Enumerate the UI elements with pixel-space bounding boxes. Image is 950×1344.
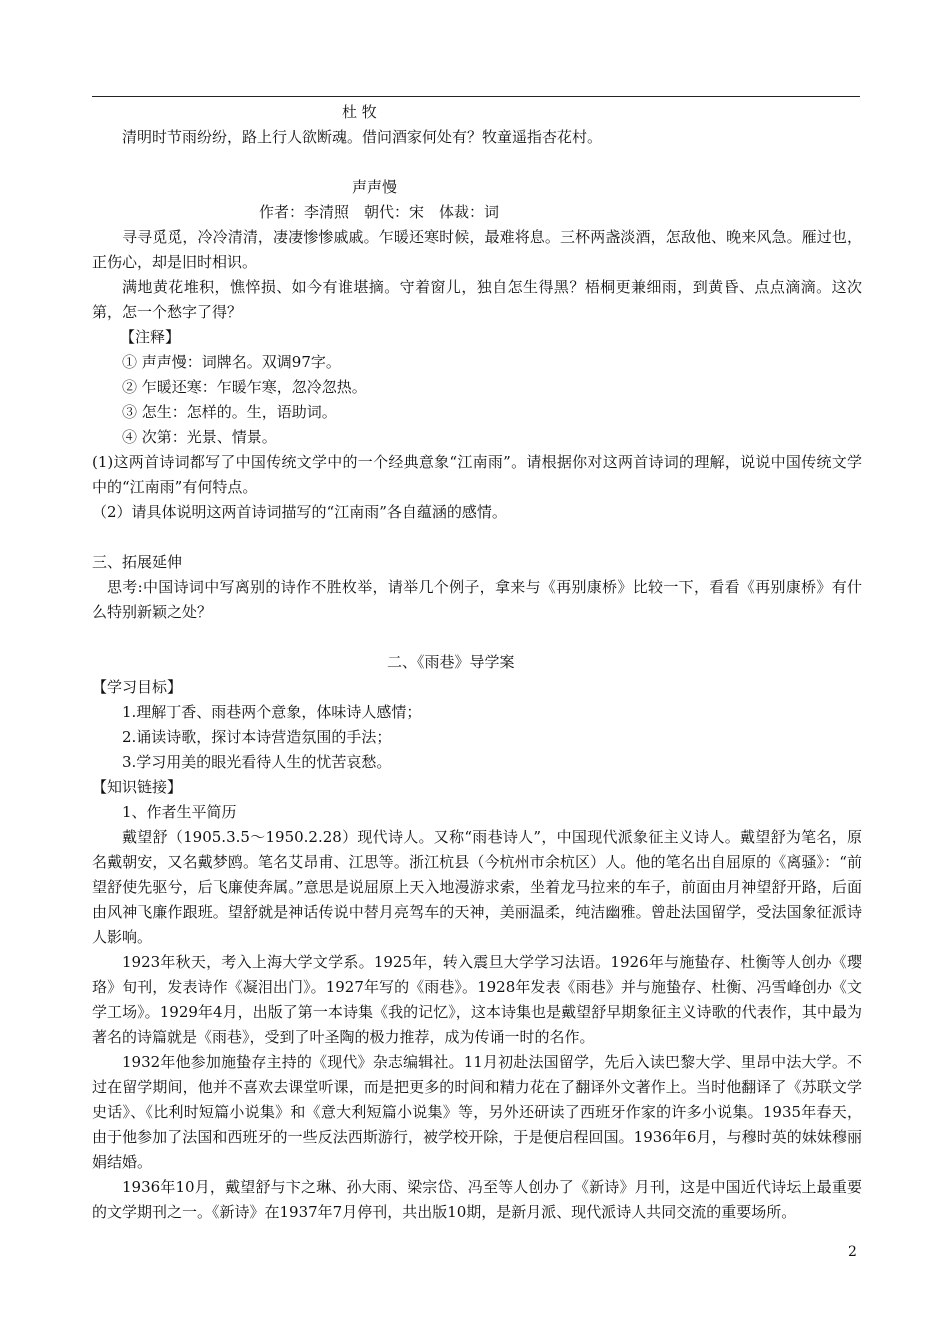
goal-item: 2.诵读诗歌，探讨本诗营造氛围的手法； xyxy=(122,728,392,746)
note-item: ④ 次第：光景、情景。 xyxy=(122,428,277,446)
links-heading: 【知识链接】 xyxy=(92,778,183,796)
bio-heading: 1、作者生平简历 xyxy=(122,803,237,821)
header-rule xyxy=(92,96,860,97)
poem2-para2: 满地黄花堆积，憔悴损、如今有谁堪摘。守着窗儿，独自怎生得黑？梧桐更兼细雨，到黄昏、点点滴滴。这次第，怎一个愁字了得？ xyxy=(92,278,862,321)
notes-heading: 【注释】 xyxy=(120,328,181,346)
poem2-title: 声声慢 xyxy=(352,178,398,196)
bio-paragraph: 戴望舒（1905.3.5～1950.2.28）现代诗人。又称“雨巷诗人”，中国现代派象征主义诗人。戴望舒为笔名，原名戴朝安，又名戴梦鸥。笔名艾昂甫、江思等。浙江杭县（今杭州市余杭区）人。他的笔名出自屈原的《离骚》：“前望舒使先驱兮，后飞廉使奔属。”意思是说屈原上天入地漫游求索，坐着龙马拉来的车子，前面由月神望舒开路，后面由风神飞廉作跟班。望舒就是神话传说中替月亮驾车的天神，美丽温柔，纯洁幽雅。曾赴法国留学，受法国象征派诗人影响。 xyxy=(92,828,862,946)
page-number: 2 xyxy=(848,1244,857,1260)
note-item: ② 乍暖还寒：乍暖乍寒，忽冷忽热。 xyxy=(122,378,367,396)
section3-text: 思考:中国诗词中写离别的诗作不胜枚举，请举几个例子，拿来与《再别康桥》比较一下，看看《再别康桥》有什么特别新颖之处？ xyxy=(92,578,862,621)
note-item: ③ 怎生：怎样的。生，语助词。 xyxy=(122,403,337,421)
note-item: ① 声声慢：词牌名。双调97字。 xyxy=(122,353,341,371)
poem2-para1: 寻寻觅觅，冷冷清清，凄凄惨惨戚戚。乍暖还寒时候，最难将息。三杯两盏淡酒，怎敌他、晚来风急。雁过也，正伤心，却是旧时相识。 xyxy=(92,228,862,271)
question-2: （2）请具体说明这两首诗词描写的“江南雨”各自蕴涵的感情。 xyxy=(92,503,507,521)
goal-item: 3.学习用美的眼光看待人生的忧苦哀愁。 xyxy=(122,753,392,771)
question-1: (1)这两首诗词都写了中国传统文学中的一个经典意象“江南雨”。请根据你对这两首诗词的理解，说说中国传统文学中的“江南雨”有何特点。 xyxy=(92,453,862,496)
bio-paragraph: 1932年他参加施蛰存主持的《现代》杂志编辑社。11月初赴法国留学，先后入读巴黎大学、里昂中法大学。不过在留学期间，他并不喜欢去课堂听课，而是把更多的时间和精力花在了翻译外文著作上。当时他翻译了《苏联文学史话》、《比利时短篇小说集》和《意大利短篇小说集》等，另外还研读了西班牙作家的许多小说集。1935年春天，由于他参加了法国和西班牙的一些反法西斯游行，被学校开除，于是便启程回国。1936年6月，与穆时英的妹妹穆丽娟结婚。 xyxy=(92,1053,862,1171)
goals-heading: 【学习目标】 xyxy=(92,678,183,696)
poem2-meta: 作者：李清照 朝代：宋 体裁：词 xyxy=(259,203,500,221)
bio-paragraph: 1923年秋天，考入上海大学文学系。1925年，转入震旦大学学习法语。1926年与施蛰存、杜衡等人创办《璎珞》旬刊，发表诗作《凝泪出门》。1927年写的《雨巷》。1928年发表《雨巷》并与施蛰存、杜衡、冯雪峰创办《文学工场》。1929年4月，出版了第一本诗集《我的记忆》，这本诗集也是戴望舒早期象征主义诗歌的代表作，其中最为著名的诗篇就是《雨巷》，受到了叶圣陶的极力推荐，成为传诵一时的名作。 xyxy=(92,953,862,1046)
section-title: 二、《雨巷》导学案 xyxy=(387,653,515,671)
section3-heading: 三、拓展延伸 xyxy=(92,553,183,571)
bio-paragraph: 1936年10月，戴望舒与卞之琳、孙大雨、梁宗岱、冯至等人创办了《新诗》月刊，这是中国近代诗坛上最重要的文学期刊之一。《新诗》在1937年7月停刊，共出版10期，是新月派、现代派诗人共同交流的重要场所。 xyxy=(92,1178,862,1221)
document-body xyxy=(92,100,862,1225)
goal-item: 1.理解丁香、雨巷两个意象，体味诗人感情； xyxy=(122,703,422,721)
poem1-author: 杜 牧 xyxy=(342,103,377,121)
poem1-text: 清明时节雨纷纷，路上行人欲断魂。借问酒家何处有？牧童遥指杏花村。 xyxy=(122,128,603,146)
